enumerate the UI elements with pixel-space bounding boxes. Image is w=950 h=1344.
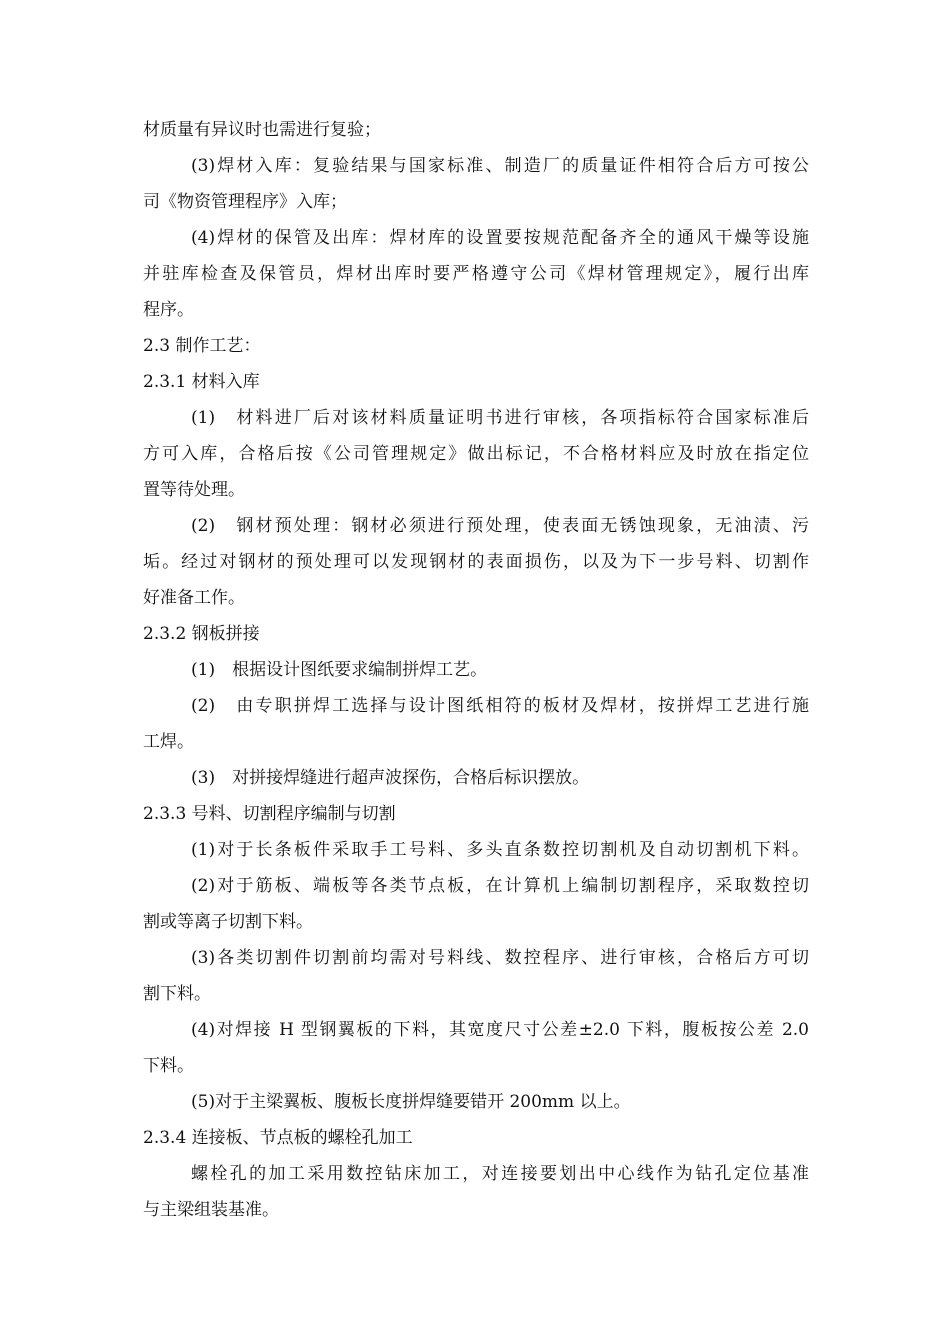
text-line: (2)对于筋板、端板等各类节点板，在计算机上编制切割程序，采取数控切 — [191, 876, 809, 896]
text-line: 2.3 制作工艺： — [143, 336, 261, 356]
document-page — [143, 112, 809, 1228]
text-line: (1) 根据设计图纸要求编制拼焊工艺。 — [191, 660, 488, 680]
text-line: 2.3.1 材料入库 — [143, 372, 260, 392]
text-line: (3) 对拼接焊缝进行超声波探伤，合格后标识摆放。 — [191, 768, 590, 788]
text-line: 材质量有异议时也需进行复验； — [143, 120, 381, 140]
text-line: 好准备工作。 — [143, 588, 245, 608]
text-line: 垢。经过对钢材的预处理可以发现钢材的表面损伤，以及为下一步号料、切割作 — [143, 552, 809, 572]
text-line: (4)对焊接 H 型钢翼板的下料，其宽度尺寸公差±2.0 下料，腹板按公差 2.0 — [191, 1020, 809, 1040]
text-line: 并驻库检查及保管员，焊材出库时要严格遵守公司《焊材管理规定》，履行出库 — [143, 264, 809, 284]
text-line: (2) 钢材预处理：钢材必须进行预处理，使表面无锈蚀现象，无油渍、污 — [191, 516, 809, 536]
text-line: 螺栓孔的加工采用数控钻床加工，对连接要划出中心线作为钻孔定位基准 — [191, 1164, 809, 1184]
text-line: 割下料。 — [143, 984, 211, 1004]
text-line: (3)焊材入库：复验结果与国家标准、制造厂的质量证件相符合后方可按公 — [191, 156, 809, 176]
text-line: (2) 由专职拼焊工选择与设计图纸相符的板材及焊材，按拼焊工艺进行施 — [191, 696, 809, 716]
text-line: 2.3.4 连接板、节点板的螺栓孔加工 — [143, 1128, 413, 1148]
text-line: (4)焊材的保管及出库：焊材库的设置要按规范配备齐全的通风干燥等设施 — [191, 228, 809, 248]
text-line: 与主梁组装基准。 — [143, 1200, 279, 1220]
text-line: 方可入库，合格后按《公司管理规定》做出标记，不合格材料应及时放在指定位 — [143, 444, 809, 464]
text-line: 置等待处理。 — [143, 480, 245, 500]
text-line: (3)各类切割件切割前均需对号料线、数控程序、进行审核，合格后方可切 — [191, 948, 809, 968]
text-line: (5)对于主梁翼板、腹板长度拼焊缝要错开 200mm 以上。 — [191, 1092, 631, 1112]
text-line: 割或等离子切割下料。 — [143, 912, 313, 932]
text-line: 2.3.3 号料、切割程序编制与切割 — [143, 804, 396, 824]
text-line: 下料。 — [143, 1056, 194, 1076]
text-line: (1)对于长条板件采取手工号料、多头直条数控切割机及自动切割机下料。 — [191, 840, 809, 860]
text-line: 工焊。 — [143, 732, 194, 752]
text-line: (1) 材料进厂后对该材料质量证明书进行审核，各项指标符合国家标准后 — [191, 408, 809, 428]
text-line: 程序。 — [143, 300, 194, 320]
text-line: 2.3.2 钢板拼接 — [143, 624, 260, 644]
text-line: 司《物资管理程序》入库； — [143, 192, 347, 212]
